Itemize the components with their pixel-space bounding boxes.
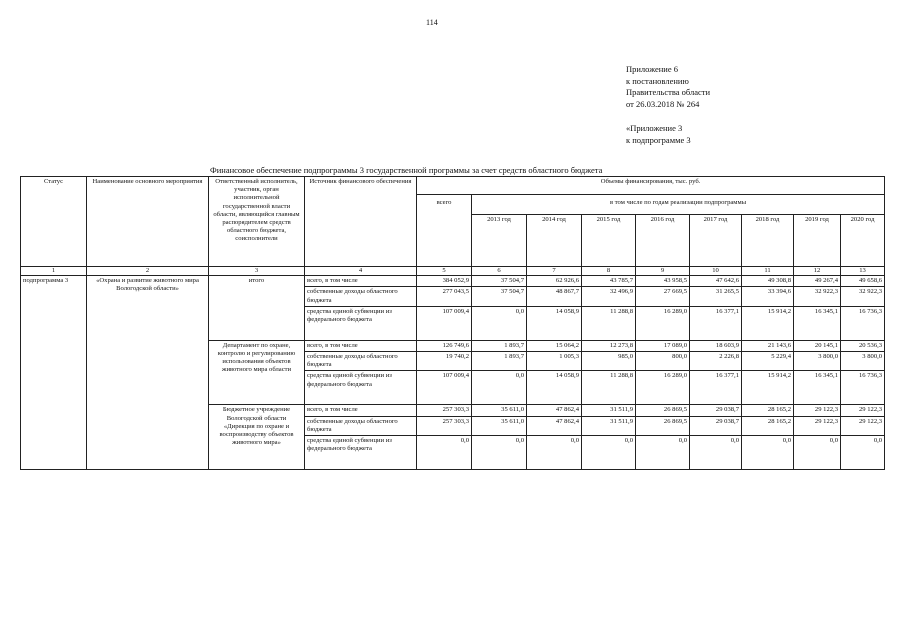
year-value-cell: 0,0	[472, 306, 527, 340]
year-value-cell: 16 345,1	[794, 371, 841, 405]
year-value-cell: 3 800,0	[794, 352, 841, 371]
year-value-cell: 17 089,0	[636, 340, 690, 351]
year-value-cell: 47 642,6	[690, 276, 742, 287]
year-value-cell: 37 504,7	[472, 276, 527, 287]
year-value-cell: 1 005,3	[527, 352, 582, 371]
year-value-cell: 29 122,3	[794, 416, 841, 435]
header-year: 2020 год	[841, 215, 885, 267]
column-number: 9	[636, 267, 690, 276]
year-value-cell: 16 377,1	[690, 371, 742, 405]
year-value-cell: 29 038,7	[690, 405, 742, 416]
header-total: всего	[417, 195, 472, 267]
column-number: 12	[794, 267, 841, 276]
header-status: Статус	[21, 177, 87, 267]
column-number: 1	[21, 267, 87, 276]
year-value-cell: 27 669,5	[636, 287, 690, 306]
column-number: 7	[527, 267, 582, 276]
year-value-cell: 14 058,9	[527, 306, 582, 340]
year-value-cell: 26 869,5	[636, 416, 690, 435]
executor-cell: итого	[209, 276, 305, 341]
year-value-cell: 800,0	[636, 352, 690, 371]
total-value-cell: 0,0	[417, 436, 472, 470]
annex-line: «Приложение 3	[626, 123, 683, 134]
header-by-years: в том числе по годам реализации подпрограммы	[472, 195, 885, 215]
year-value-cell: 33 394,6	[742, 287, 794, 306]
total-value-cell: 107 009,4	[417, 371, 472, 405]
year-value-cell: 12 273,8	[582, 340, 636, 351]
annex-line: к постановлению	[626, 75, 689, 86]
year-value-cell: 48 867,7	[527, 287, 582, 306]
year-value-cell: 49 267,4	[794, 276, 841, 287]
column-number: 13	[841, 267, 885, 276]
header-year: 2013 год	[472, 215, 527, 267]
year-value-cell: 16 736,3	[841, 306, 885, 340]
header-year: 2016 год	[636, 215, 690, 267]
header-year: 2015 год	[582, 215, 636, 267]
year-value-cell: 43 785,7	[582, 276, 636, 287]
year-value-cell: 16 289,0	[636, 306, 690, 340]
year-value-cell: 0,0	[636, 436, 690, 470]
annex-line: Приложение 6	[626, 64, 678, 74]
year-value-cell: 0,0	[794, 436, 841, 470]
year-value-cell: 0,0	[472, 436, 527, 470]
year-value-cell: 29 122,3	[794, 405, 841, 416]
source-cell: собственные доходы областного бюджета	[305, 416, 417, 435]
header-year: 2014 год	[527, 215, 582, 267]
column-number: 3	[209, 267, 305, 276]
year-value-cell: 43 958,5	[636, 276, 690, 287]
source-cell: всего, в том числе	[305, 405, 417, 416]
year-value-cell: 0,0	[527, 436, 582, 470]
activity-name-cell: «Охрана и развитие животного мира Вологодской области»	[87, 276, 209, 470]
header-volumes: Объемы финансирования, тыс. руб.	[417, 177, 885, 195]
year-value-cell: 29 038,7	[690, 416, 742, 435]
total-value-cell: 384 052,9	[417, 276, 472, 287]
year-value-cell: 1 893,7	[472, 352, 527, 371]
total-value-cell: 107 009,4	[417, 306, 472, 340]
year-value-cell: 31 265,5	[690, 287, 742, 306]
total-value-cell: 19 740,2	[417, 352, 472, 371]
executor-cell: Бюджетное учреждение Вологодской области «Дирекция по охране и воспроизводству объектов животного мира»	[209, 405, 305, 470]
year-value-cell: 5 229,4	[742, 352, 794, 371]
year-value-cell: 49 658,6	[841, 276, 885, 287]
total-value-cell: 257 303,3	[417, 416, 472, 435]
year-value-cell: 0,0	[582, 436, 636, 470]
year-value-cell: 3 800,0	[841, 352, 885, 371]
year-value-cell: 37 504,7	[472, 287, 527, 306]
annex-block	[626, 64, 710, 147]
year-value-cell: 0,0	[472, 371, 527, 405]
year-value-cell: 14 058,9	[527, 371, 582, 405]
header-source: Источник финансового обеспечения	[305, 177, 417, 267]
annex-line: Правительства области	[626, 87, 711, 98]
total-value-cell: 257 303,3	[417, 405, 472, 416]
year-value-cell: 32 496,9	[582, 287, 636, 306]
year-value-cell: 985,0	[582, 352, 636, 371]
year-value-cell: 16 736,3	[841, 371, 885, 405]
year-value-cell: 29 122,3	[841, 416, 885, 435]
year-value-cell: 16 377,1	[690, 306, 742, 340]
document-title: Финансовое обеспечение подпрограммы 3 государственной программы за счет средств областного бюджета	[210, 165, 603, 175]
source-cell: средства единой субвенции из федерального бюджета	[305, 436, 417, 470]
column-number: 6	[472, 267, 527, 276]
year-value-cell: 32 922,3	[794, 287, 841, 306]
executor-cell: Департамент по охране, контролю и регулированию использования объектов животного мира области	[209, 340, 305, 405]
year-value-cell: 0,0	[690, 436, 742, 470]
source-cell: средства единой субвенции из федерального бюджета	[305, 306, 417, 340]
source-cell: собственные доходы областного бюджета	[305, 287, 417, 306]
year-value-cell: 29 122,3	[841, 405, 885, 416]
annex-line: к подпрограмме 3	[626, 134, 691, 145]
year-value-cell: 28 165,2	[742, 405, 794, 416]
year-value-cell: 26 869,5	[636, 405, 690, 416]
header-executor: Ответственный исполнитель, участник, орган исполнительной государственной власти области, являющийся главным распорядителем средств областного бюджета, соисполнители	[209, 177, 305, 267]
year-value-cell: 32 922,3	[841, 287, 885, 306]
year-value-cell: 20 145,1	[794, 340, 841, 351]
year-value-cell: 0,0	[742, 436, 794, 470]
column-number: 11	[742, 267, 794, 276]
total-value-cell: 126 749,6	[417, 340, 472, 351]
year-value-cell: 18 603,9	[690, 340, 742, 351]
header-year: 2019 год	[794, 215, 841, 267]
column-number: 2	[87, 267, 209, 276]
header-name: Наименование основного мероприятия	[87, 177, 209, 267]
column-number: 8	[582, 267, 636, 276]
year-value-cell: 35 611,0	[472, 416, 527, 435]
header-year: 2017 год	[690, 215, 742, 267]
year-value-cell: 2 226,8	[690, 352, 742, 371]
year-value-cell: 11 288,8	[582, 371, 636, 405]
year-value-cell: 31 511,9	[582, 416, 636, 435]
year-value-cell: 15 064,2	[527, 340, 582, 351]
source-cell: всего, в том числе	[305, 276, 417, 287]
column-number: 5	[417, 267, 472, 276]
source-cell: всего, в том числе	[305, 340, 417, 351]
source-cell: собственные доходы областного бюджета	[305, 352, 417, 371]
total-value-cell: 277 043,5	[417, 287, 472, 306]
year-value-cell: 35 611,0	[472, 405, 527, 416]
year-value-cell: 1 893,7	[472, 340, 527, 351]
annex-line: от 26.03.2018 № 264	[626, 98, 700, 109]
year-value-cell: 49 308,8	[742, 276, 794, 287]
column-number: 10	[690, 267, 742, 276]
year-value-cell: 21 143,6	[742, 340, 794, 351]
year-value-cell: 15 914,2	[742, 306, 794, 340]
year-value-cell: 0,0	[841, 436, 885, 470]
year-value-cell: 28 165,2	[742, 416, 794, 435]
column-number: 4	[305, 267, 417, 276]
year-value-cell: 47 862,4	[527, 405, 582, 416]
year-value-cell: 31 511,9	[582, 405, 636, 416]
year-value-cell: 11 288,8	[582, 306, 636, 340]
year-value-cell: 47 862,4	[527, 416, 582, 435]
page-number: 114	[426, 18, 438, 27]
year-value-cell: 16 289,0	[636, 371, 690, 405]
year-value-cell: 16 345,1	[794, 306, 841, 340]
financing-table	[20, 176, 885, 470]
year-value-cell: 62 926,6	[527, 276, 582, 287]
year-value-cell: 15 914,2	[742, 371, 794, 405]
year-value-cell: 20 536,3	[841, 340, 885, 351]
source-cell: средства единой субвенции из федерального бюджета	[305, 371, 417, 405]
header-year: 2018 год	[742, 215, 794, 267]
status-cell: подпрограмма 3	[21, 276, 87, 470]
table-row	[21, 276, 885, 287]
